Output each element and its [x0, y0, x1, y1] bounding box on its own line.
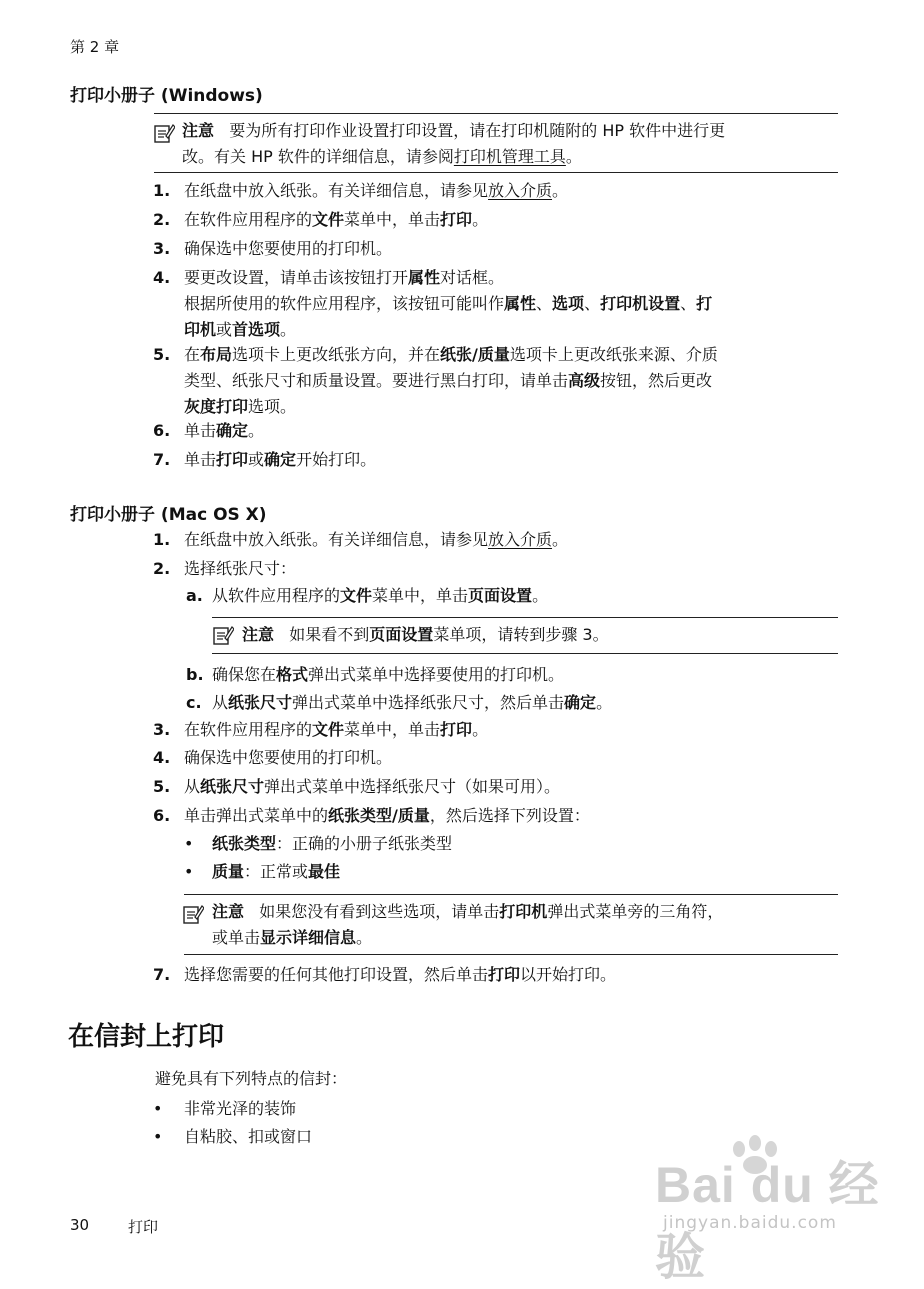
link-load-media[interactable]: 放入介质 — [488, 181, 553, 200]
ui-term: 首选项 — [232, 320, 281, 339]
step-text: 选项。 — [248, 397, 297, 416]
note-bottom-rule — [184, 954, 838, 955]
watermark-url: jingyan.baidu.com — [663, 1213, 837, 1233]
ui-term: 格式 — [276, 665, 309, 684]
punct: 。 — [248, 421, 265, 440]
ui-term: 确定 — [264, 450, 297, 469]
ui-term: 纸张类型 — [212, 834, 277, 853]
note-icon — [153, 122, 175, 144]
ui-term: 纸张尺寸 — [200, 777, 265, 796]
punct: 。 — [472, 210, 489, 229]
note-line-1 — [212, 899, 723, 925]
step-4 — [184, 265, 504, 291]
step-text: 在 — [184, 345, 201, 364]
step-text: 在纸盘中放入纸张。有关详细信息，请参见 — [184, 530, 489, 549]
ui-term: 打 — [696, 294, 713, 313]
ui-term: 最佳 — [308, 862, 341, 881]
step-text: 菜单中，单击 — [372, 586, 469, 605]
envelope-bullet-2: 自粘胶、扣或窗口 — [184, 1127, 313, 1146]
substep-letter: b. — [186, 665, 204, 684]
ui-term: 属性 — [408, 268, 441, 287]
step-number: 5. — [153, 777, 171, 796]
step-number: 3. — [153, 720, 171, 739]
punct: 、 — [680, 294, 697, 313]
note-text: 要为所有打印作业设置打印设置，请在打印机随附的 HP 软件中进行更 — [229, 121, 726, 140]
punct: 。 — [565, 147, 582, 166]
step-number: 6. — [153, 421, 171, 440]
step-text: 在软件应用程序的 — [184, 720, 313, 739]
step-text: 弹出式菜单中选择纸张尺寸（如果可用）。 — [264, 777, 561, 796]
step-text: 在纸盘中放入纸张。有关详细信息，请参见 — [184, 181, 489, 200]
note-icon — [212, 624, 234, 646]
step-text: 根据所使用的软件应用程序，该按钮可能叫作 — [184, 294, 505, 313]
punct: 。 — [596, 693, 613, 712]
note-text: 如果您没有看到这些选项，请单击 — [259, 902, 500, 921]
bullet-dot: • — [184, 862, 194, 881]
step-text: 菜单中，单击 — [344, 720, 441, 739]
step-3: 确保选中您要使用的打印机。 — [184, 239, 393, 258]
step-1 — [184, 178, 568, 204]
link-load-media[interactable]: 放入介质 — [488, 530, 553, 549]
step-text: 要更改设置，请单击该按钮打开 — [184, 268, 409, 287]
ui-term: 纸张/质量 — [440, 345, 510, 364]
footer-section: 打印 — [128, 1218, 159, 1236]
ui-term: 灰度打印 — [184, 397, 249, 416]
ui-term: 确定 — [216, 421, 249, 440]
note-label: 注意 — [212, 902, 245, 921]
ui-term: 选项 — [552, 294, 585, 313]
note-top-rule — [184, 894, 838, 895]
substep-letter: c. — [186, 693, 202, 712]
mac-substep-b — [212, 662, 564, 688]
ui-term: 打印机 — [499, 902, 548, 921]
step-text: 从软件应用程序的 — [212, 586, 341, 605]
step-text: 单击弹出式菜单中的 — [184, 806, 329, 825]
step-number: 5. — [153, 345, 171, 364]
ui-term: 文件 — [312, 720, 345, 739]
mac-step-7 — [184, 962, 616, 988]
envelope-bullet-1: 非常光泽的装饰 — [184, 1099, 297, 1118]
note-text: 如果看不到 — [289, 625, 370, 644]
punct: 。 — [280, 320, 297, 339]
note-text: 弹出式菜单旁的三角符， — [547, 902, 724, 921]
ui-term: 打印 — [216, 450, 249, 469]
section-title-mac: 打印小册子 (Mac OS X) — [70, 505, 267, 525]
step-number: 4. — [153, 748, 171, 767]
section-title-windows: 打印小册子 (Windows) — [70, 86, 263, 106]
punct: 。 — [472, 720, 489, 739]
step-number: 3. — [153, 239, 171, 258]
step-text: 类型、纸张尺寸和质量设置。要进行黑白打印，请单击 — [184, 371, 569, 390]
punct: 。 — [552, 530, 569, 549]
bullet-text: ：正确的小册子纸张类型 — [276, 834, 453, 853]
step-text: 从 — [184, 777, 201, 796]
step-number: 7. — [153, 965, 171, 984]
step-text: 以开始打印。 — [520, 965, 617, 984]
step-text: 选择您需要的任何其他打印设置，然后单击 — [184, 965, 489, 984]
page-number: 30 — [70, 1216, 90, 1234]
step-text: 单击 — [184, 450, 217, 469]
ui-term: 打印 — [488, 965, 521, 984]
note-bottom-rule — [212, 653, 838, 654]
ui-term: 打印 — [440, 210, 473, 229]
ui-term: 页面设置 — [369, 625, 434, 644]
note-line-1 — [182, 118, 725, 144]
ui-term: 纸张类型/质量 — [328, 806, 430, 825]
ui-term: 文件 — [312, 210, 345, 229]
mac-step-1 — [184, 527, 568, 553]
note-line — [242, 622, 609, 648]
mac-step-4: 确保选中您要使用的打印机。 — [184, 748, 393, 767]
section-title-envelopes: 在信封上打印 — [68, 1022, 225, 1052]
envelope-intro: 避免具有下列特点的信封： — [155, 1069, 348, 1088]
step-text: 弹出式菜单中选择纸张尺寸，然后单击 — [292, 693, 565, 712]
step-text: 开始打印。 — [296, 450, 377, 469]
step-4-line-3 — [184, 317, 296, 343]
ui-term: 布局 — [200, 345, 233, 364]
bullet-text: ：正常或 — [244, 862, 309, 881]
punct: 。 — [552, 181, 569, 200]
mac-substep-c — [212, 690, 612, 716]
step-5-line-2 — [184, 368, 712, 394]
note-icon — [182, 903, 204, 925]
step-text: 选项卡上更改纸张方向，并在 — [232, 345, 441, 364]
substep-letter: a. — [186, 586, 203, 605]
step-text: 或 — [248, 450, 265, 469]
note-line-2 — [182, 144, 582, 170]
note-top-rule — [212, 617, 838, 618]
ui-term: 显示详细信息 — [260, 928, 357, 947]
mac-substep-a — [212, 583, 548, 609]
bullet-dot: • — [153, 1099, 163, 1118]
step-number: 4. — [153, 268, 171, 287]
step-number: 7. — [153, 450, 171, 469]
note-top-rule — [154, 113, 838, 114]
step-number: 1. — [153, 530, 171, 549]
step-text: 选项卡上更改纸张来源、介质 — [509, 345, 718, 364]
ui-term: 属性 — [504, 294, 537, 313]
ui-term: 打印 — [440, 720, 473, 739]
ui-term: 质量 — [212, 862, 245, 881]
ui-term: 页面设置 — [468, 586, 533, 605]
note-line-2 — [212, 925, 372, 951]
step-text: 确保您在 — [212, 665, 277, 684]
note-text: 菜单项，请转到步骤 3。 — [433, 625, 609, 644]
step-text: 或 — [216, 320, 233, 339]
bullet-dot: • — [153, 1127, 163, 1146]
mac-step-2: 选择纸张尺寸： — [184, 559, 297, 578]
mac-step-5 — [184, 774, 560, 800]
bullet-paper-type — [212, 831, 452, 857]
note-text: 或单击 — [212, 928, 261, 947]
step-text: 在软件应用程序的 — [184, 210, 313, 229]
mac-step-3 — [184, 717, 488, 743]
step-text: ，然后选择下列设置： — [429, 806, 590, 825]
bullet-dot: • — [184, 834, 194, 853]
punct: 。 — [356, 928, 373, 947]
ui-term: 纸张尺寸 — [228, 693, 293, 712]
step-5 — [184, 342, 718, 368]
note-label: 注意 — [182, 121, 215, 140]
ui-term: 打印机设置 — [600, 294, 681, 313]
ui-term: 高级 — [568, 371, 601, 390]
step-text: 菜单中，单击 — [344, 210, 441, 229]
ui-term: 确定 — [564, 693, 597, 712]
step-4-line-2 — [184, 291, 712, 317]
step-number: 1. — [153, 181, 171, 200]
punct: 、 — [584, 294, 601, 313]
step-2 — [184, 207, 488, 233]
step-text: 单击 — [184, 421, 217, 440]
ui-term: 印机 — [184, 320, 217, 339]
step-text: 弹出式菜单中选择要使用的打印机。 — [308, 665, 565, 684]
ui-term: 文件 — [340, 586, 373, 605]
bullet-quality — [212, 859, 340, 885]
baidu-watermark — [655, 1135, 885, 1285]
link-printer-tools[interactable]: 打印机管理工具 — [453, 147, 566, 166]
step-number: 2. — [153, 559, 171, 578]
step-number: 6. — [153, 806, 171, 825]
step-text: 对话框。 — [440, 268, 505, 287]
step-5-line-3 — [184, 394, 296, 420]
step-7 — [184, 447, 376, 473]
step-6 — [184, 418, 264, 444]
step-number: 2. — [153, 210, 171, 229]
step-text: 从 — [212, 693, 229, 712]
watermark-logo-text: Bai du 经验 — [655, 1157, 880, 1285]
punct: 、 — [536, 294, 553, 313]
note-label: 注意 — [242, 625, 275, 644]
mac-step-6 — [184, 803, 590, 829]
note-bottom-rule — [154, 172, 838, 173]
punct: 。 — [532, 586, 549, 605]
step-text: 按钮，然后更改 — [600, 371, 713, 390]
note-text-2: 改。有关 HP 软件的详细信息，请参阅 — [182, 147, 454, 166]
chapter-header: 第 2 章 — [70, 38, 120, 56]
